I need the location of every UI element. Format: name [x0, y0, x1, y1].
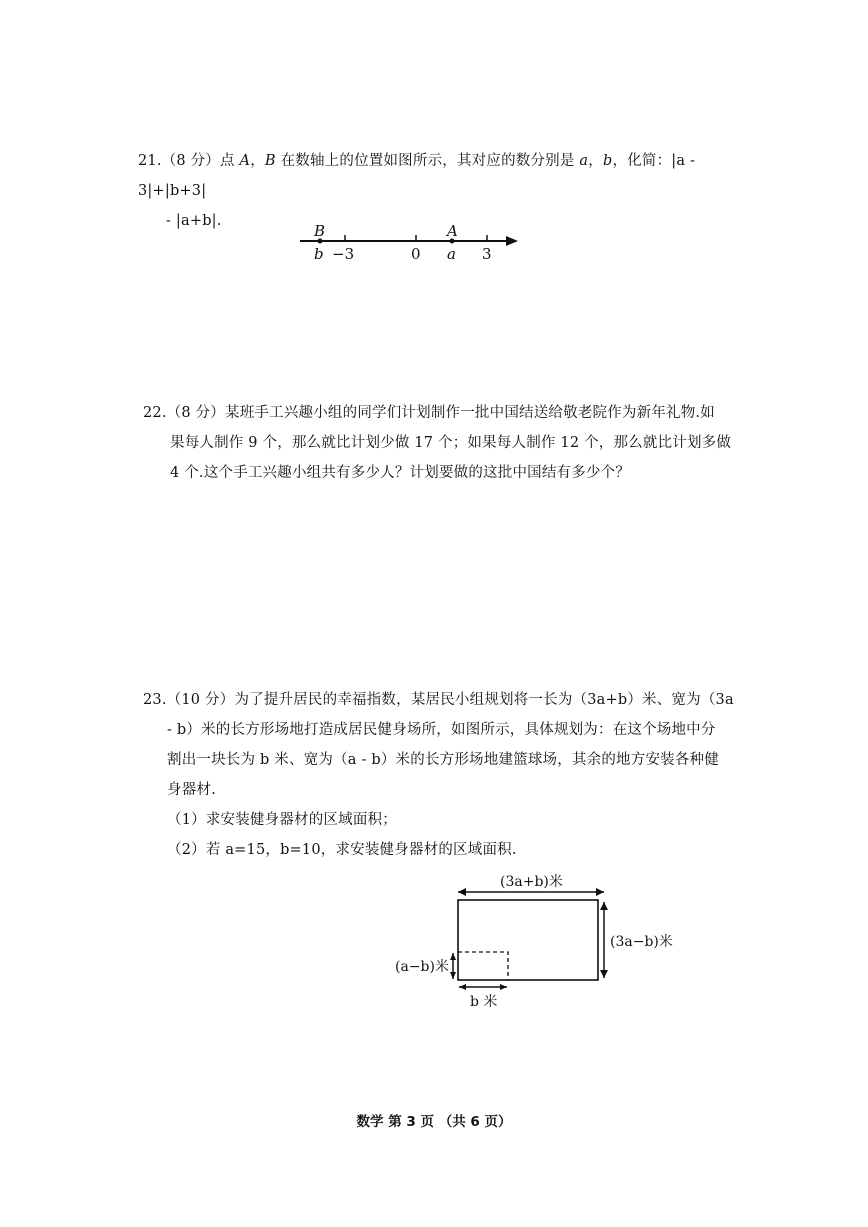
tick-label-a: a	[447, 245, 456, 263]
math-expression: - |a+b|.	[166, 213, 222, 229]
question-22	[143, 398, 743, 488]
tick-label-m3: −3	[332, 245, 355, 263]
arrow-left-icon	[458, 888, 466, 896]
question-text: 在数轴上的位置如图所示，其对应的数分别是	[275, 153, 580, 169]
court-rectangle	[458, 952, 508, 980]
tick-label-3: 3	[482, 245, 492, 263]
punct: ，	[588, 153, 603, 169]
question-number: 23.	[143, 692, 167, 708]
top-dimension-label: (3a+b)米	[500, 874, 563, 890]
question-text: 割出一块长为 b 米、宽为（a - b）米的长方形场地建篮球场，其余的地方安装各种健	[167, 752, 719, 768]
tick-label-0: 0	[411, 245, 421, 263]
question-text: 点	[220, 153, 240, 169]
number-line-figure	[290, 215, 530, 270]
arrow-down-icon	[600, 970, 608, 978]
question-text: 某班手工兴趣小组的同学们计划制作一批中国结送给敬老院作为新年礼物.如	[225, 405, 715, 421]
question-text: （2）若 a=15，b=10，求安装健身器材的区域面积.	[167, 842, 517, 858]
bottom-dimension-label: b 米	[470, 994, 498, 1010]
question-text: （1）求安装健身器材的区域面积；	[167, 812, 397, 828]
question-text: 果每人制作 9 个，那么就比计划少做 17 个；如果每人制作 12 个，那么就比计划多做	[170, 435, 732, 451]
question-23-line-4	[143, 775, 743, 805]
page-footer: 数学 第 3 页 （共 6 页）	[356, 1114, 512, 1130]
question-text: 4 个.这个手工兴趣小组共有多少人？计划要做的这批中国结有多少个？	[170, 465, 631, 481]
question-23-line-2	[143, 715, 743, 745]
math-var: b	[602, 153, 613, 169]
math-var: A	[239, 153, 251, 169]
arrow-right-icon	[596, 888, 604, 896]
math-var: a	[579, 153, 589, 169]
question-score: （10 分）	[166, 692, 235, 708]
question-23-part-2	[143, 835, 743, 865]
rectangle-diagram	[390, 868, 690, 1018]
right-dimension-label: (3a−b)米	[610, 934, 673, 950]
question-text: - b）米的长方形场地打造成居民健身场所，如图所示，具体规划为：在这个场地中分	[167, 722, 716, 738]
arrow-right-icon	[500, 984, 507, 990]
punct: ，	[250, 153, 265, 169]
question-23-line-1	[143, 685, 743, 715]
question-22-line-3	[143, 458, 743, 488]
math-expression: |a - 3|+|b+3|	[138, 153, 696, 199]
question-text: 为了提升居民的幸福指数，某居民小组规划将一长为（3a+b）米、宽为（3a	[234, 692, 734, 708]
arrow-up-icon	[600, 902, 608, 910]
question-22-line-1	[143, 398, 743, 428]
question-text: ，化简：	[612, 153, 672, 169]
tick-label-b: b	[314, 245, 324, 263]
question-score: （8 分）	[161, 153, 221, 169]
arrow-right-icon	[506, 236, 518, 246]
question-number: 22.	[143, 405, 167, 421]
arrow-left-icon	[459, 984, 466, 990]
math-var: B	[264, 153, 276, 169]
point-B-label: B	[314, 222, 326, 240]
point-A-label: A	[447, 222, 458, 240]
question-23-part-1	[143, 805, 743, 835]
field-rectangle	[458, 900, 598, 980]
arrow-down-icon	[450, 972, 456, 979]
question-text: 身器材.	[167, 782, 216, 798]
question-21-line-1	[138, 146, 738, 206]
arrow-up-icon	[450, 953, 456, 960]
left-dimension-label: (a−b)米	[395, 959, 449, 975]
question-23	[143, 685, 743, 865]
question-23-line-3	[143, 745, 743, 775]
question-score: （8 分）	[166, 405, 226, 421]
question-number: 21.	[138, 153, 162, 169]
question-22-line-2	[143, 428, 743, 458]
